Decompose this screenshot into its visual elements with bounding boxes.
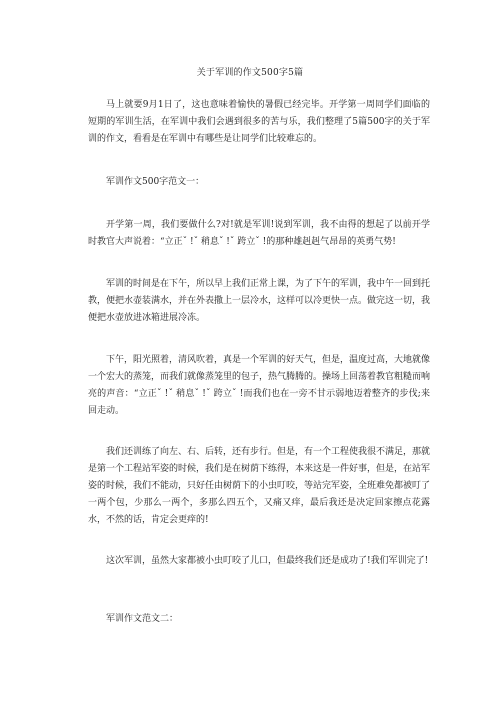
body-paragraph-1: 开学第一周，我们要做什么?对!就是军训!说到军训，我不由得的想起了以前开学时教官大声说着：“立正ˇ !ˇ 稍息ˇ !ˇ 跨立ˇ !的那种雄赳赳气昂昂的英勇气势!	[88, 220, 430, 247]
body-paragraph-5: 这次军训，虽然大家都被小虫叮咬了儿口，但最终我们还是成功了!我们军训完了!	[106, 556, 429, 566]
body-paragraph-3: 下午，阳光照着，清风吹着，真是一个军训的好天气，但是，温度过高，大地就像一个宏大的蒸笼，而我们就像蒸笼里的包子，热气腾腾的。操场上回荡着教官粗糙而响亮的声音：“立正ˇ !ˇ 稍息ˇ !ˇ 跨立ˇ !而我们也在一旁不甘示弱地迈着整齐的步伐;来回走动。	[88, 355, 431, 416]
section-heading-1: 军训作文500字范文一：	[106, 177, 205, 187]
intro-paragraph: 马上就要9月1日了，这也意味着愉快的暑假已经完毕。开学第一周同学们面临的短期的军训生活，在军训中我们会遇到很多的苦与乐，我们整理了5篇500字的关于军训的作文，看看是在军训中有哪些是让同学们比较难忘的。	[88, 100, 430, 144]
body-paragraph-2: 军训的时间是在下午，所以早上我们正常上课，为了下午的军训，我中午一回到托教，便把水壶装满水，并在外表撒上一层冷水，这样可以冷更快一点。做完这一切，我便把水壶放进冰箱进展冷冻。	[88, 279, 431, 323]
body-paragraph-4: 我们还训练了向左、右、后转，还有步行。但是，有一个工程使我很不满足，那就是第一个工程站军姿的时候，我们是在树荫下练得，本来这是一件好事，但是，在站军姿的时候，我们不能动，只好任由树荫下的小虫叮咬，等站完军姿，全班难免都被叮了一两个包，少那么一两个，多那么四五个，又痛又痒，最后我还是决定回家擦点花露水，不然的话，肯定会更痒的!	[88, 447, 431, 525]
document-title: 关于军训的作文500字5篇	[196, 68, 304, 78]
section-heading-2: 军训作文范文二：	[106, 614, 179, 624]
